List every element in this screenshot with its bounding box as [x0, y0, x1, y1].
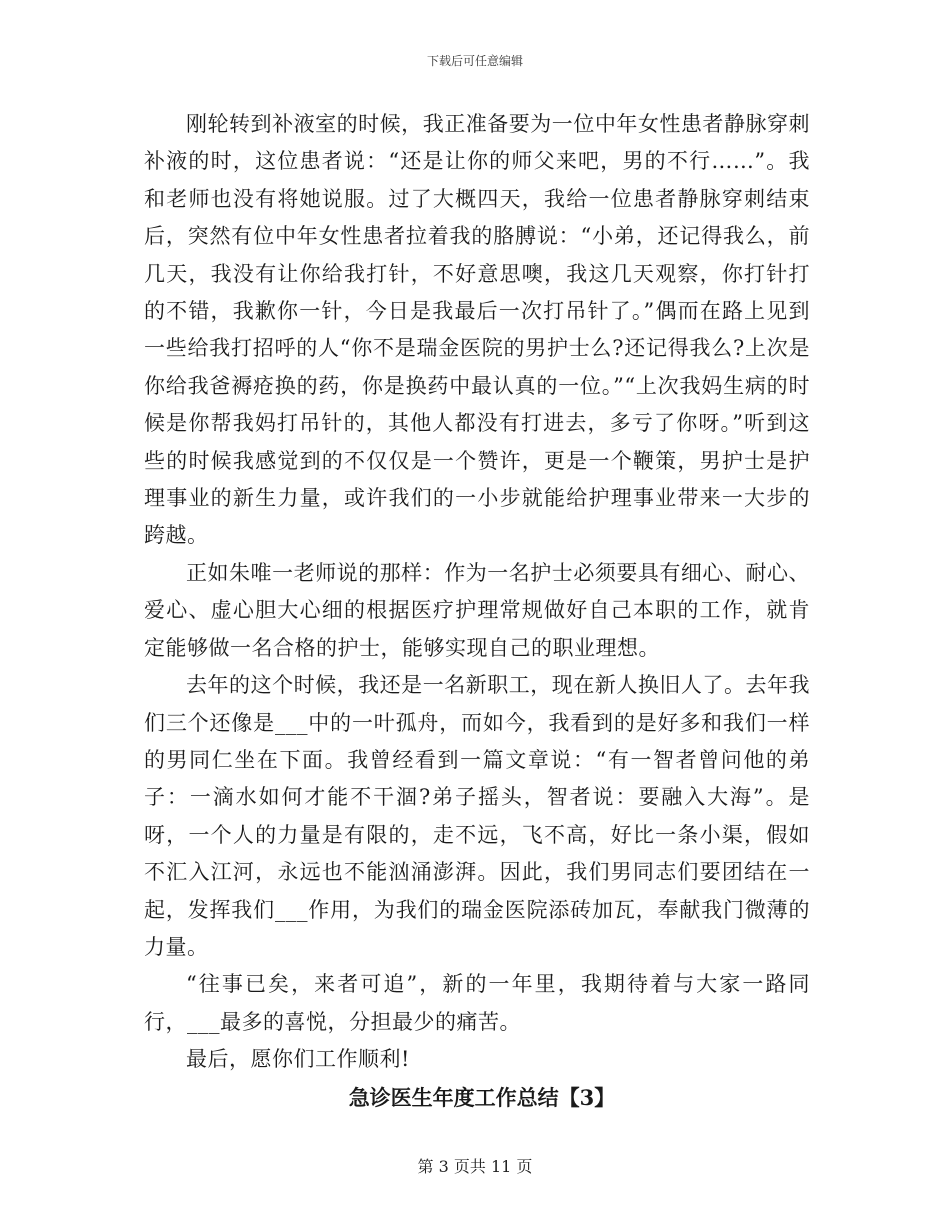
paragraph-1: 刚轮转到补液室的时候，我正准备要为一位中年女性患者静脉穿刺补液的时，这位患者说：“还是让你的师父来吧，男的不行……”。我和老师也没有将她说服。过了大概四天，我给一位患者静脉穿刺结束后，突然有位中年女性患者拉着我的胳膊说：“小弟，还记得我么，前几天，我没有让你给我打针，不好意思噢，我这几天观察，你打针打的不错，我歉你一针，今日是我最后一次打吊针了。”偶而在路上见到一些给我打招呼的人“你不是瑞金医院的男护士么?还记得我么?上次是你给我爸褥疮换的药，你是换药中最认真的一位。”“上次我妈生病的时候是你帮我妈打吊针的，其他人都没有打进去，多亏了你呀。”听到这些的时候我感觉到的不仅仅是一个赞许，更是一个鞭策，男护士是护理事业的新生力量，或许我们的一小步就能给护理事业带来一大步的跨越。 [144, 112, 810, 548]
page-header-note: 下载后可任意编辑 [426, 54, 523, 68]
paragraph-2: 正如朱唯一老师说的那样：作为一名护士必须要具有细心、耐心、爱心、虚心胆大心细的根据医疗护理常规做好自己本职的工作，就肯定能够做一名合格的护士，能够实现自己的职业理想。 [144, 560, 810, 660]
document-body [144, 106, 810, 1116]
page-number-footer: 第 3 页共 11 页 [417, 1157, 533, 1176]
section-heading: 急诊医生年度工作总结【3】 [348, 1084, 616, 1110]
paragraph-3: 去年的这个时候，我还是一名新职工，现在新人换旧人了。去年我们三个还像是___中的一叶孤舟，而如今，我看到的是好多和我们一样的男同仁坐在下面。我曾经看到一篇文章说：“有一智者曾问他的弟子：一滴水如何才能不干涸?弟子摇头，智者说：要融入大海”。是呀，一个人的力量是有限的，走不远，飞不高，好比一条小渠，假如不汇入江河，永远也不能汹涌澎湃。因此，我们男同志们要团结在一起，发挥我们___作用，为我们的瑞金医院添砖加瓦，奉献我门微薄的力量。 [144, 673, 810, 959]
paragraph-4: “往事已矣，来者可追”，新的一年里，我期待着与大家一路同行，___最多的喜悦，分担最少的痛苦。 [144, 972, 810, 1034]
paragraph-5: 最后，愿你们工作顺利! [186, 1047, 410, 1072]
